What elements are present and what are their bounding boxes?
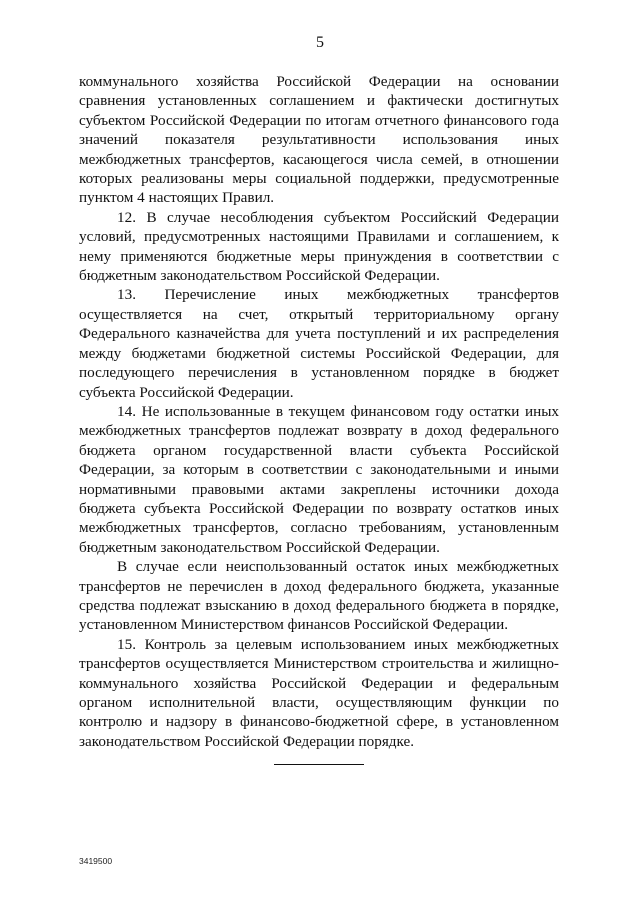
paragraph-item-12: 12. В случае несоблюдения субъектом Российский Федерации условий, предусмотренных настоящими Правилами и соглашением, к нему применяются бюджетные меры принуждения в соответствии с бюджетным законодательством Российской Федерации. bbox=[79, 208, 559, 285]
paragraph-item-14: 14. Не использованные в текущем финансовом году остатки иных межбюджетных трансфертов подлежат возврату в доход федерального бюджета органом государственной власти субъекта Российской Федерации, за которым в соответствии с законодательными и иными нормативными правовыми актами закреплены источники дохода бюджета субъекта Российской Федерации по возврату остатков иных межбюджетных трансфертов, согласно требованиям, установленным бюджетным законодательством Российской Федерации. bbox=[79, 402, 559, 556]
end-divider bbox=[274, 764, 364, 765]
paragraph-continuation: коммунального хозяйства Российской Федерации на основании сравнения установленных соглашением и фактически достигнутых субъектом Российской Федерации по итогам отчетного финансового года значений показателя результативности использования иных межбюджетных трансфертов, касающегося числа семей, в отношении которых реализованы меры социальной поддержки, предусмотренные пунктом 4 настоящих Правил. bbox=[79, 73, 559, 207]
page-number: 5 bbox=[316, 34, 324, 51]
paragraph-item-14-continued: В случае если неиспользованный остаток иных межбюджетных трансфертов не перечислен в доход федерального бюджета, указанные средства подлежат взысканию в доход федерального бюджета в порядке, установленном Министерством финансов Российской Федерации. bbox=[79, 558, 559, 634]
paragraph-item-15: 15. Контроль за целевым использованием иных межбюджетных трансфертов осуществляется Министерством строительства и жилищно-коммунального хозяйства Российской Федерации и федеральным органом исполнительной власти, осуществляющим функции по контролю и надзору в финансово-бюджетной сфере, в установленном законодательством Российской Федерации порядке. bbox=[79, 635, 559, 750]
document-code: 3419500 bbox=[79, 856, 113, 866]
paragraph-item-13: 13. Перечисление иных межбюджетных трансфертов осуществляется на счет, открытый территориальному органу Федерального казначейства для учета поступлений и их распределения между бюджетами бюджетной системы Российской Федерации, для последующего перечисления в установленном порядке в бюджет субъекта Российской Федерации. bbox=[79, 286, 559, 401]
document-body bbox=[79, 72, 559, 751]
